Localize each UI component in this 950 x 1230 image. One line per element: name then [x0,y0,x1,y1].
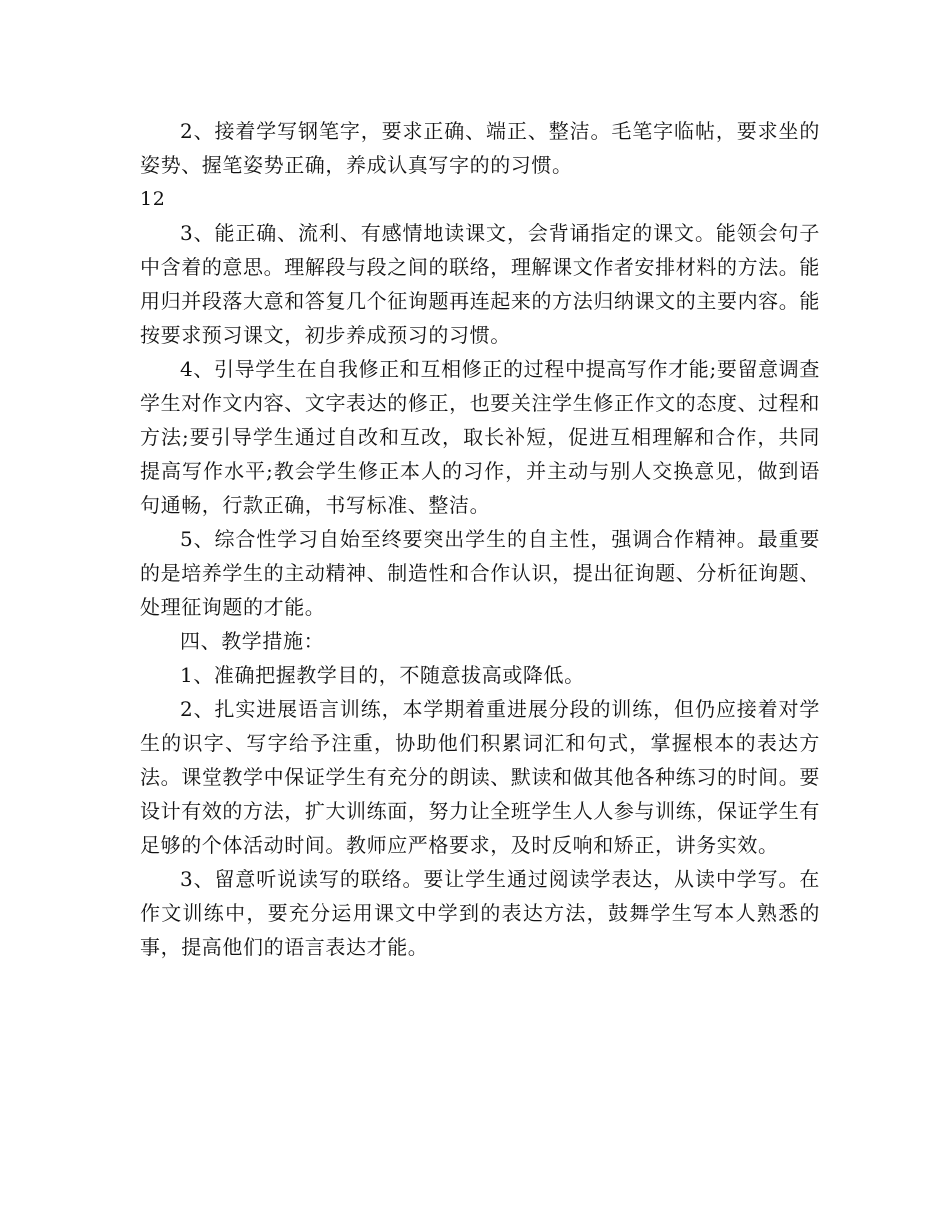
paragraph-listening-speaking-reading-writing: 3、留意听说读写的联络。要让学生通过阅读学表达，从读中学写。在作文训练中，要充分运用课文中学到的表达方法，鼓舞学生写本人熟悉的事，提高他们的语言表达才能。 [140,867,820,959]
section-heading-teaching-measures: 四、教学措施： [180,629,325,653]
paragraph-teaching-objectives: 1、准确把握教学目的，不随意拔高或降低。 [180,663,585,687]
paragraph-reading-skills: 3、能正确、流利、有感情地读课文，会背诵指定的课文。能领会句子中含着的意思。理解段与段之间的联络，理解课文作者安排材料的方法。能用归并段落大意和答复几个征询题再连起来的方法归纳课文的主要内容。能按要求预习课文，初步养成预习的习惯。 [140,221,820,347]
paragraph-writing-skills: 2、接着学写钢笔字，要求正确、端正、整洁。毛笔字临帖，要求坐的姿势、握笔姿势正确，养成认真写字的的习惯。 [140,119,820,177]
paragraph-language-training: 2、扎实进展语言训练，本学期着重进展分段的训练，但仍应接着对学生的识字、写字给予注重，协助他们积累词汇和句式，掌握根本的表达方法。课堂教学中保证学生有充分的朗读、默读和做其他各种练习的时间。要设计有效的方法，扩大训练面，努力让全班学生人人参与训练，保证学生有足够的个体活动时间。教师应严格要求，及时反响和矫正，讲务实效。 [140,697,820,857]
paragraph-composition-revision: 4、引导学生在自我修正和互相修正的过程中提高写作才能;要留意调查学生对作文内容、文字表达的修正，也要关注学生修正作文的态度、过程和方法;要引导学生通过自改和互改，取长补短，促进互相理解和合作，共同提高写作水平;教会学生修正本人的习作，并主动与别人交换意见，做到语句通畅，行款正确，书写标准、整洁。 [140,357,820,517]
page-number: 12 [140,188,166,210]
document-body [140,114,820,964]
paragraph-integrated-learning: 5、综合性学习自始至终要突出学生的自主性，强调合作精神。最重要的是培养学生的主动精神、制造性和合作认识，提出征询题、分析征询题、处理征询题的才能。 [140,527,820,619]
